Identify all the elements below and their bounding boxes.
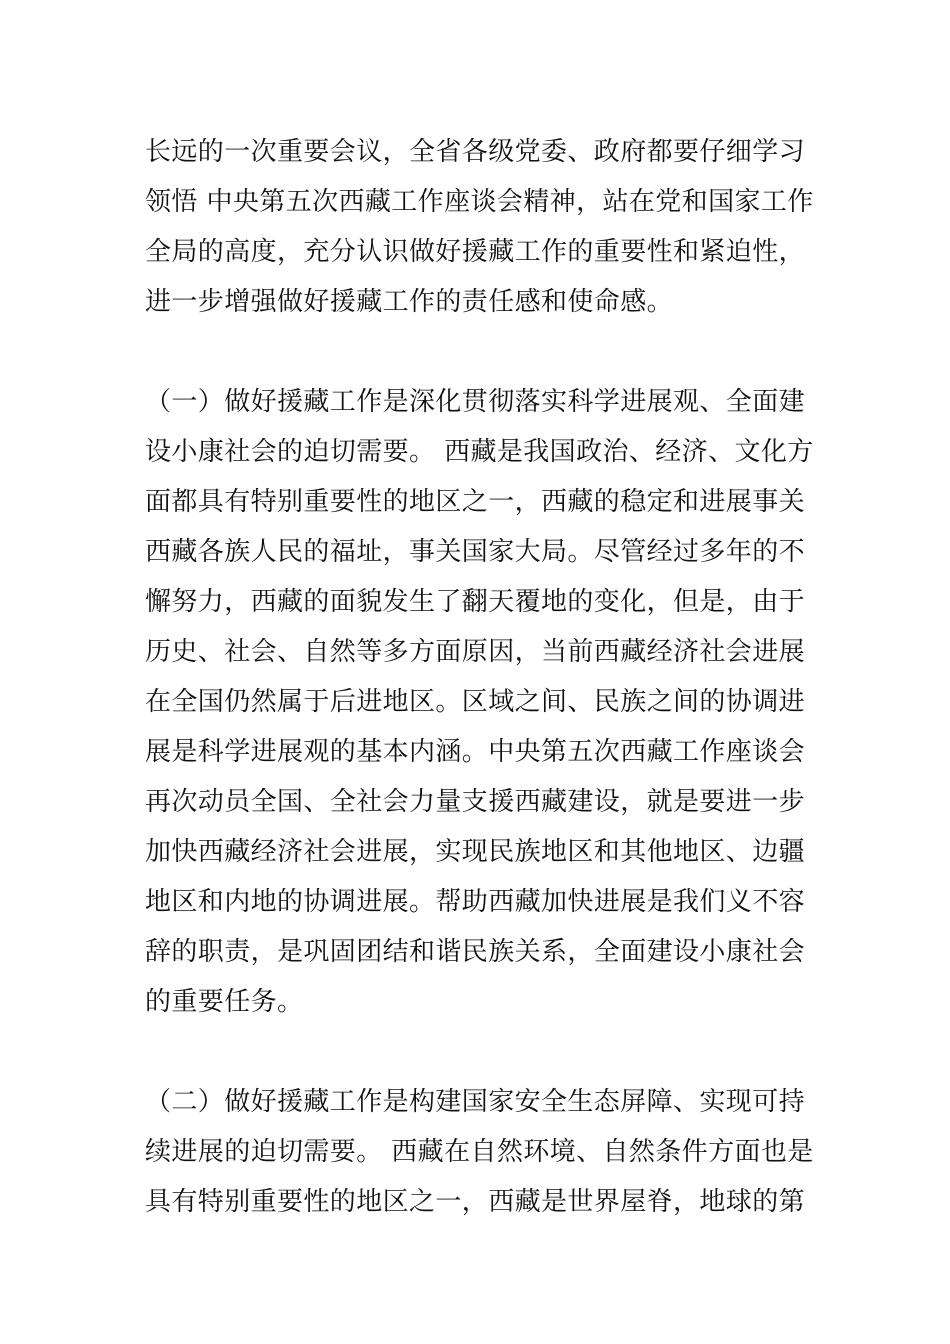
text-line: 加快西藏经济社会进展，实现民族地区和其他地区、边疆: [145, 837, 806, 867]
text-line: 的重要任务。: [145, 987, 304, 1017]
paragraph-3: [145, 1077, 814, 1227]
text-line: 地区和内地的协调进展。帮助西藏加快进展是我们义不容: [145, 887, 806, 917]
text-line: 长远的一次重要会议，全省各级党委、政府都要仔细学习: [145, 137, 806, 167]
text-line: 在全国仍然属于后进地区。区域之间、民族之间的协调进: [145, 687, 806, 717]
paragraph-1: [145, 127, 814, 327]
text-line: 全局的高度，充分认识做好援藏工作的重要性和紧迫性，: [145, 237, 806, 267]
text-line: 设小康社会的迫切需要。 西藏是我国政治、经济、文化方: [145, 437, 814, 467]
text-line: 续进展的迫切需要。 西藏在自然环境、自然条件方面也是: [145, 1137, 814, 1167]
text-line: 懈努力，西藏的面貌发生了翻天覆地的变化，但是，由于: [145, 587, 806, 617]
text-line: 面都具有特别重要性的地区之一，西藏的稳定和进展事关: [145, 487, 806, 517]
paragraph-2: [145, 377, 814, 1027]
text-line: 展是科学进展观的基本内涵。中央第五次西藏工作座谈会: [145, 737, 806, 767]
text-line: 西藏各族人民的福址，事关国家大局。尽管经过多年的不: [145, 537, 806, 567]
text-line: 历史、社会、自然等多方面原因，当前西藏经济社会进展: [145, 637, 806, 667]
text-line: 具有特别重要性的地区之一，西藏是世界屋脊，地球的第: [145, 1187, 806, 1217]
text-line: （一）做好援藏工作是深化贯彻落实科学进展观、全面建: [145, 387, 806, 417]
text-line: 再次动员全国、全社会力量支援西藏建设，就是要进一步: [145, 787, 806, 817]
text-line: 辞的职责，是巩固团结和谐民族关系，全面建设小康社会: [145, 937, 806, 967]
text-line: 领悟 中央第五次西藏工作座谈会精神，站在党和国家工作: [145, 187, 814, 217]
text-line: （二）做好援藏工作是构建国家安全生态屏障、实现可持: [145, 1087, 806, 1117]
text-line: 进一步增强做好援藏工作的责任感和使命感。: [145, 287, 674, 317]
